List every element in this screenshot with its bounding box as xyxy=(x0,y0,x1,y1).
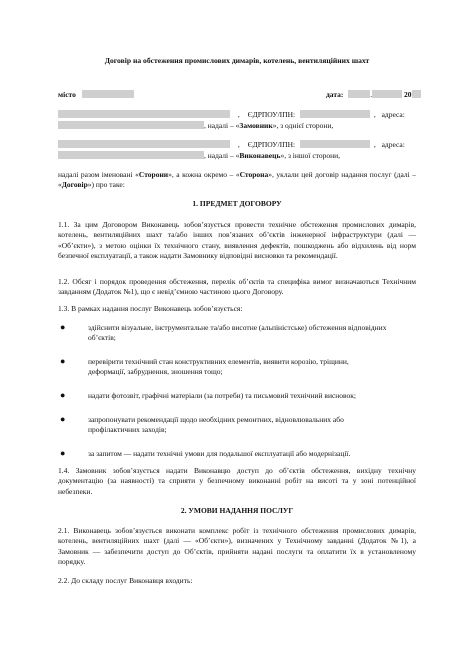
party1-name-field[interactable] xyxy=(58,110,230,118)
list-item: ● запропонувати рекомендації щодо необхідних ремонтних, відновлювальних або профілактичних заходів; xyxy=(60,414,344,435)
intro-paragraph: надалі разом іменовані «Сторони», а кожна окремо – «Сторона», уклали цей договір надання послуг (далі – «Договір») про таке: xyxy=(58,170,416,190)
party2-address-field[interactable] xyxy=(58,151,204,159)
city-label: місто xyxy=(58,90,134,100)
list-item: ● перевірити технічний стан конструктивних елементів, виявити корозію, тріщини, деформації, забруднення, зношення тощо; xyxy=(60,356,349,377)
clause-1-3: 1.3. В рамках надання послуг Виконавець зобов’язується: xyxy=(58,304,243,313)
date-block: дата: 20 xyxy=(326,90,421,100)
list-item: ● надати фотозвіт, графічні матеріали (за потреби) та письмовий технічний висновок; xyxy=(60,390,357,400)
party2-name-field[interactable] xyxy=(58,140,230,148)
clause-1-4: 1.4. Замовник зобов’язується надати Виконавцю доступ до об’єктів обстеження, вихідну технічну документацію (за наявності) та сприяти у безпечному виконанні робіт на висоті та у зоні потенційної небезпеки. xyxy=(58,466,416,496)
party1-line2: , надалі – «Замовник», з однієї сторони, xyxy=(58,121,418,131)
list-item: ● здійснити візуальне, інструментальне та/або висотне (альпіністське) обстеження відповідних об’єктів; xyxy=(60,322,387,343)
date-day-field[interactable] xyxy=(348,90,370,98)
list-item: ● за запитом — надати технічні умови для подальшої експлуатації або модернізації. xyxy=(60,448,351,458)
party1-edrpou-field[interactable] xyxy=(300,110,370,118)
date-month-field[interactable] xyxy=(372,90,402,98)
clause-2-2: 2.2. До складу послуг Виконавця входить: xyxy=(58,576,193,585)
clause-1-2: 1.2. Обсяг і порядок проведення обстеження, перелік об’єктів та специфіка вимог визначаються Технічним завданням (Додаток №1), що є невід’ємною частиною цього Договору. xyxy=(58,277,416,297)
date-year-field[interactable] xyxy=(412,90,421,98)
document-title: Договір на обстеження промислових димарів, котелень, вентиляційних шахт xyxy=(104,56,370,65)
clause-1-1: 1.1. За цим Договором Виконавець зобов’язується провести технічне обстеження промислових димарів, котелень, вентиляційних шахт та/або інших пов’язаних об’єктів інженерної інфраструктури (далі — «Об’єкти»), з метою оцінки їх технічного стану, виявлення дефектів, пошкоджень або відхилень від норм безпечної експлуатації, а також надати Замовнику відповідні висновки та рекомендації. xyxy=(58,220,416,261)
party2-line1: , ЄДРПОУ/ІПН: , адреса: xyxy=(58,140,418,150)
city-field[interactable] xyxy=(82,90,134,98)
section1-heading: 1. ПРЕДМЕТ ДОГОВОРУ xyxy=(192,199,282,208)
party1-line1: , ЄДРПОУ/ІПН: , адреса: xyxy=(58,110,418,120)
clause-2-1: 2.1. Виконавець зобов’язується виконати комплекс робіт із технічного обстеження промислових димарів, котелень, вентиляційних шахт (далі — «Об’єкти»), визначених у Технічному завданні (Додаток №1), а Замовник — забезпечити доступ до Об’єктів, прийняти надані послуги та оплатити їх в установленому порядку. xyxy=(58,526,416,567)
section2-heading: 2. УМОВИ НАДАННЯ ПОСЛУГ xyxy=(180,506,294,515)
party1-address-field[interactable] xyxy=(58,121,204,129)
party2-line2: , надалі – «Виконавець», з іншої сторони, xyxy=(58,151,418,161)
party2-edrpou-field[interactable] xyxy=(300,140,370,148)
